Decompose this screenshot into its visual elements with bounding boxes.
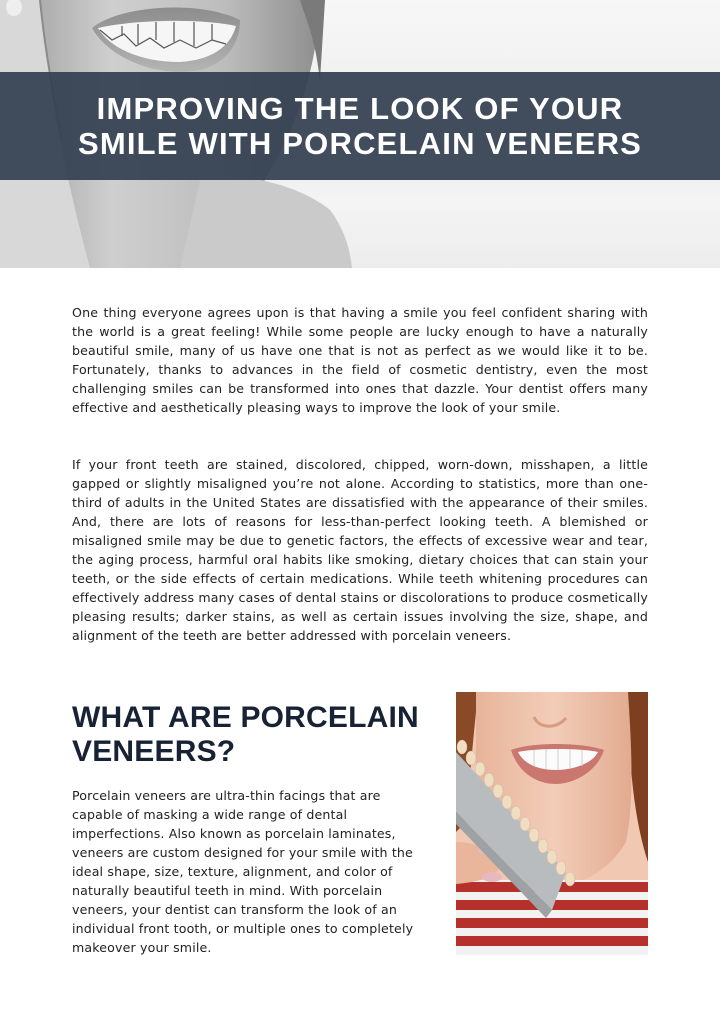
hero-section <box>0 0 720 268</box>
shade-guide-image <box>456 692 648 955</box>
intro-paragraph-2: If your front teeth are stained, discolored, chipped, worn-down, misshapen, a little gapped or slightly misaligned you’re not alone. According to statistics, more than one-third of adults in the United States are dissatisfied with the appearance of their smiles. And, there are lots of reasons for less-than-perfect looking teeth. A blemished or misaligned smile may be due to genetic factors, the effects of excessive wear and tear, the aging process, harmful oral habits like smoking, dietary choices that can stain your teeth, or the side effects of certain medications. While teeth whitening procedures can effectively address many cases of dental stains or discolorations to produce cosmetically pleasing results; darker stains, as well as certain issues involving the size, shape, and alignment of the teeth are better addressed with porcelain veneers. <box>72 457 648 643</box>
shade-guide-photo <box>456 692 648 955</box>
page-title: IMPROVING THE LOOK OF YOUR SMILE WITH PORCELAIN VENEERS <box>77 91 643 161</box>
section-body: Porcelain veneers are ultra-thin facings that are capable of masking a wide range of dental imperfections. Also known as porcelain laminates, veneers are custom designed for your smile with the ideal shape, size, texture, alignment, and color of naturally beautiful teeth in mind. With porcelain veneers, your dentist can transform the look of an individual front tooth, or multiple ones to completely makeover your smile. <box>72 788 414 955</box>
title-banner <box>0 72 720 180</box>
section-heading: WHAT ARE PORCELAIN VENEERS? <box>72 701 419 768</box>
intro-paragraph-1: One thing everyone agrees upon is that having a smile you feel confident sharing with the world is a great feeling! While some people are lucky enough to have a naturally beautiful smile, many of us have one that is not as perfect as we would like it to be. Fortunately, thanks to advances in the field of cosmetic dentistry, even the most challenging smiles can be transformed into ones that dazzle. Your dentist offers many effective and aesthetically pleasing ways to improve the look of your smile. <box>72 305 648 415</box>
